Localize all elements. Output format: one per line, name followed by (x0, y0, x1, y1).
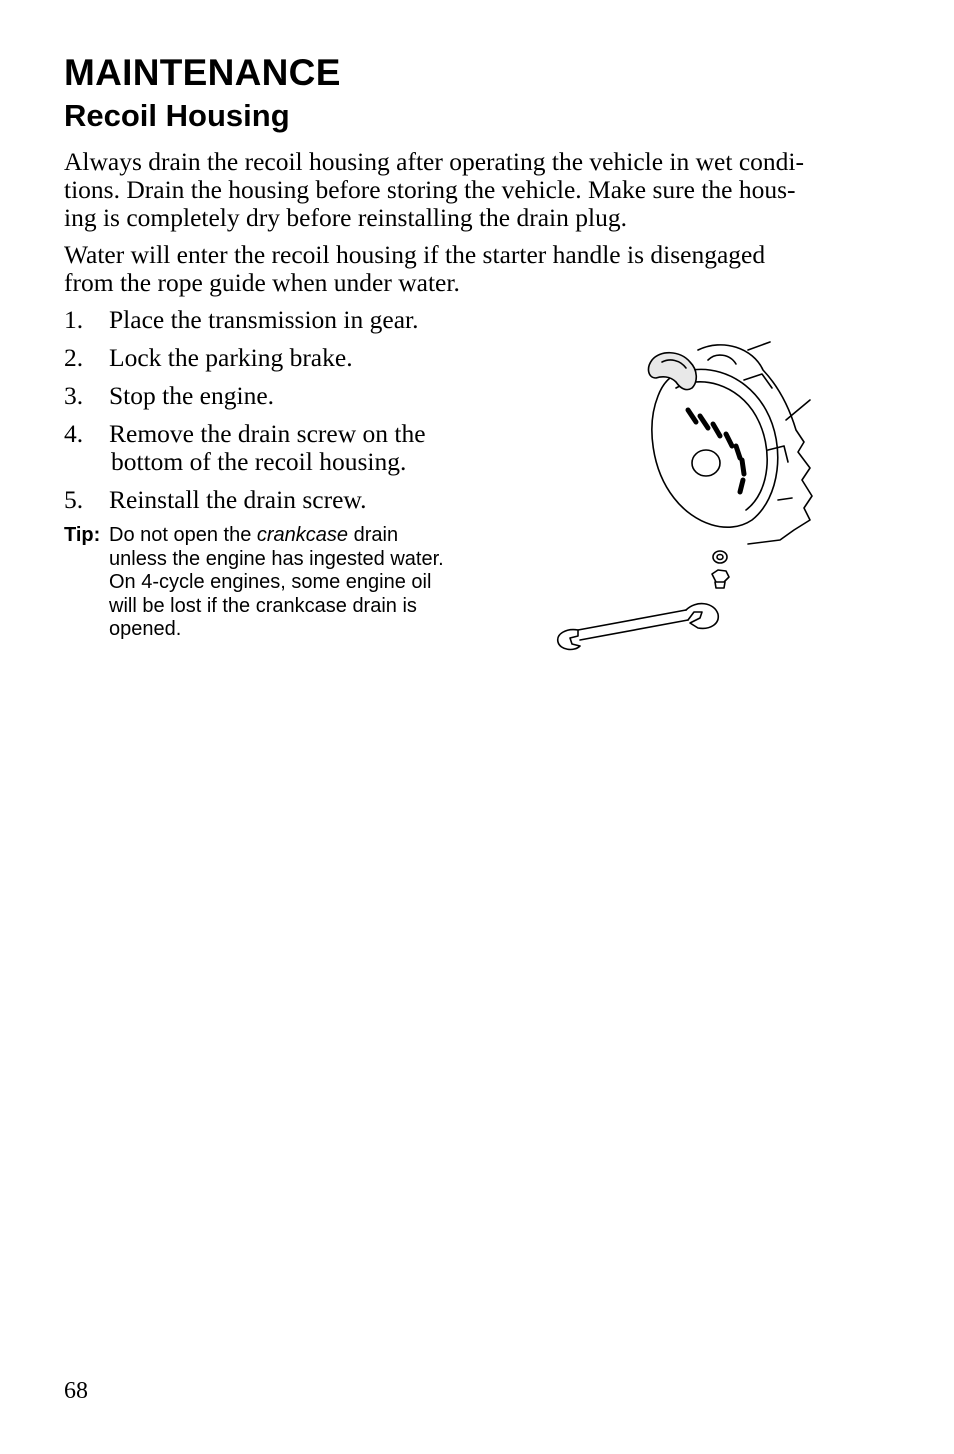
step-item (64, 382, 274, 410)
recoil-cover-rim (676, 382, 767, 510)
step-text: Place the transmission in gear. (109, 305, 419, 334)
tip-line (109, 524, 444, 548)
step-item (64, 306, 418, 334)
step-text: Lock the parking brake. (109, 343, 353, 372)
wrench-left-jaw (558, 630, 580, 650)
subsection-title: Recoil Housing (64, 98, 290, 133)
step-number: 4. (64, 419, 84, 448)
tip-text: drain (348, 524, 399, 546)
rear-housing-detail (778, 498, 792, 500)
drain-screw-thread (715, 582, 725, 588)
paragraph-line: Water will enter the recoil housing if the starter handle is disengaged (64, 240, 766, 269)
tip-line: opened. (109, 618, 182, 640)
step-number: 2. (64, 343, 84, 372)
paragraph-line: from the rope guide when under water. (64, 268, 460, 297)
recoil-housing-drawing (548, 330, 828, 660)
step-number: 3. (64, 381, 84, 410)
tip-line: will be lost if the crankcase drain is (109, 594, 417, 617)
page-number: 68 (64, 1378, 88, 1404)
starter-handle (649, 353, 697, 390)
drain-washer-hole (717, 555, 723, 560)
wrench-shaft (578, 610, 688, 640)
step-text: Reinstall the drain screw. (109, 485, 367, 514)
recoil-cover-outline (652, 369, 778, 527)
recoil-cover-hub (692, 450, 720, 476)
paragraph-line: tions. Drain the housing before storing the vehicle. Make sure the hous- (64, 175, 796, 204)
tip-line: On 4-cycle engines, some engine oil (109, 571, 432, 593)
tip-label: Tip: (64, 524, 101, 546)
step-number: 1. (64, 305, 84, 334)
tip-body (109, 524, 444, 642)
recoil-housing-illustration (548, 330, 828, 660)
step-item (64, 486, 367, 514)
section-title: MAINTENANCE (64, 52, 341, 93)
intro-paragraph (64, 148, 864, 232)
step-text-continued: bottom of the recoil housing. (111, 447, 407, 476)
tip-emphasis: crankcase (256, 524, 349, 546)
drain-washer (713, 551, 727, 563)
step-text: Stop the engine. (109, 381, 275, 410)
rear-housing-outline (698, 345, 812, 544)
tip-text: Do not open the (109, 524, 257, 546)
leader-line (748, 342, 770, 350)
step-item (64, 344, 353, 372)
logo-lettering (688, 410, 744, 492)
step-item (64, 420, 426, 476)
step-text: Remove the drain screw on the (109, 419, 426, 448)
paragraph-line: Always drain the recoil housing after operating the vehicle in wet condi- (64, 147, 804, 176)
step-number: 5. (64, 485, 84, 514)
warning-paragraph (64, 241, 864, 297)
wrench-right-jaw (686, 604, 718, 629)
paragraph-line: ing is completely dry before reinstalling the drain plug. (64, 203, 627, 232)
tip-line: unless the engine has ingested water. (109, 547, 444, 570)
rear-housing-detail (708, 355, 736, 364)
drain-screw-head (712, 570, 729, 582)
